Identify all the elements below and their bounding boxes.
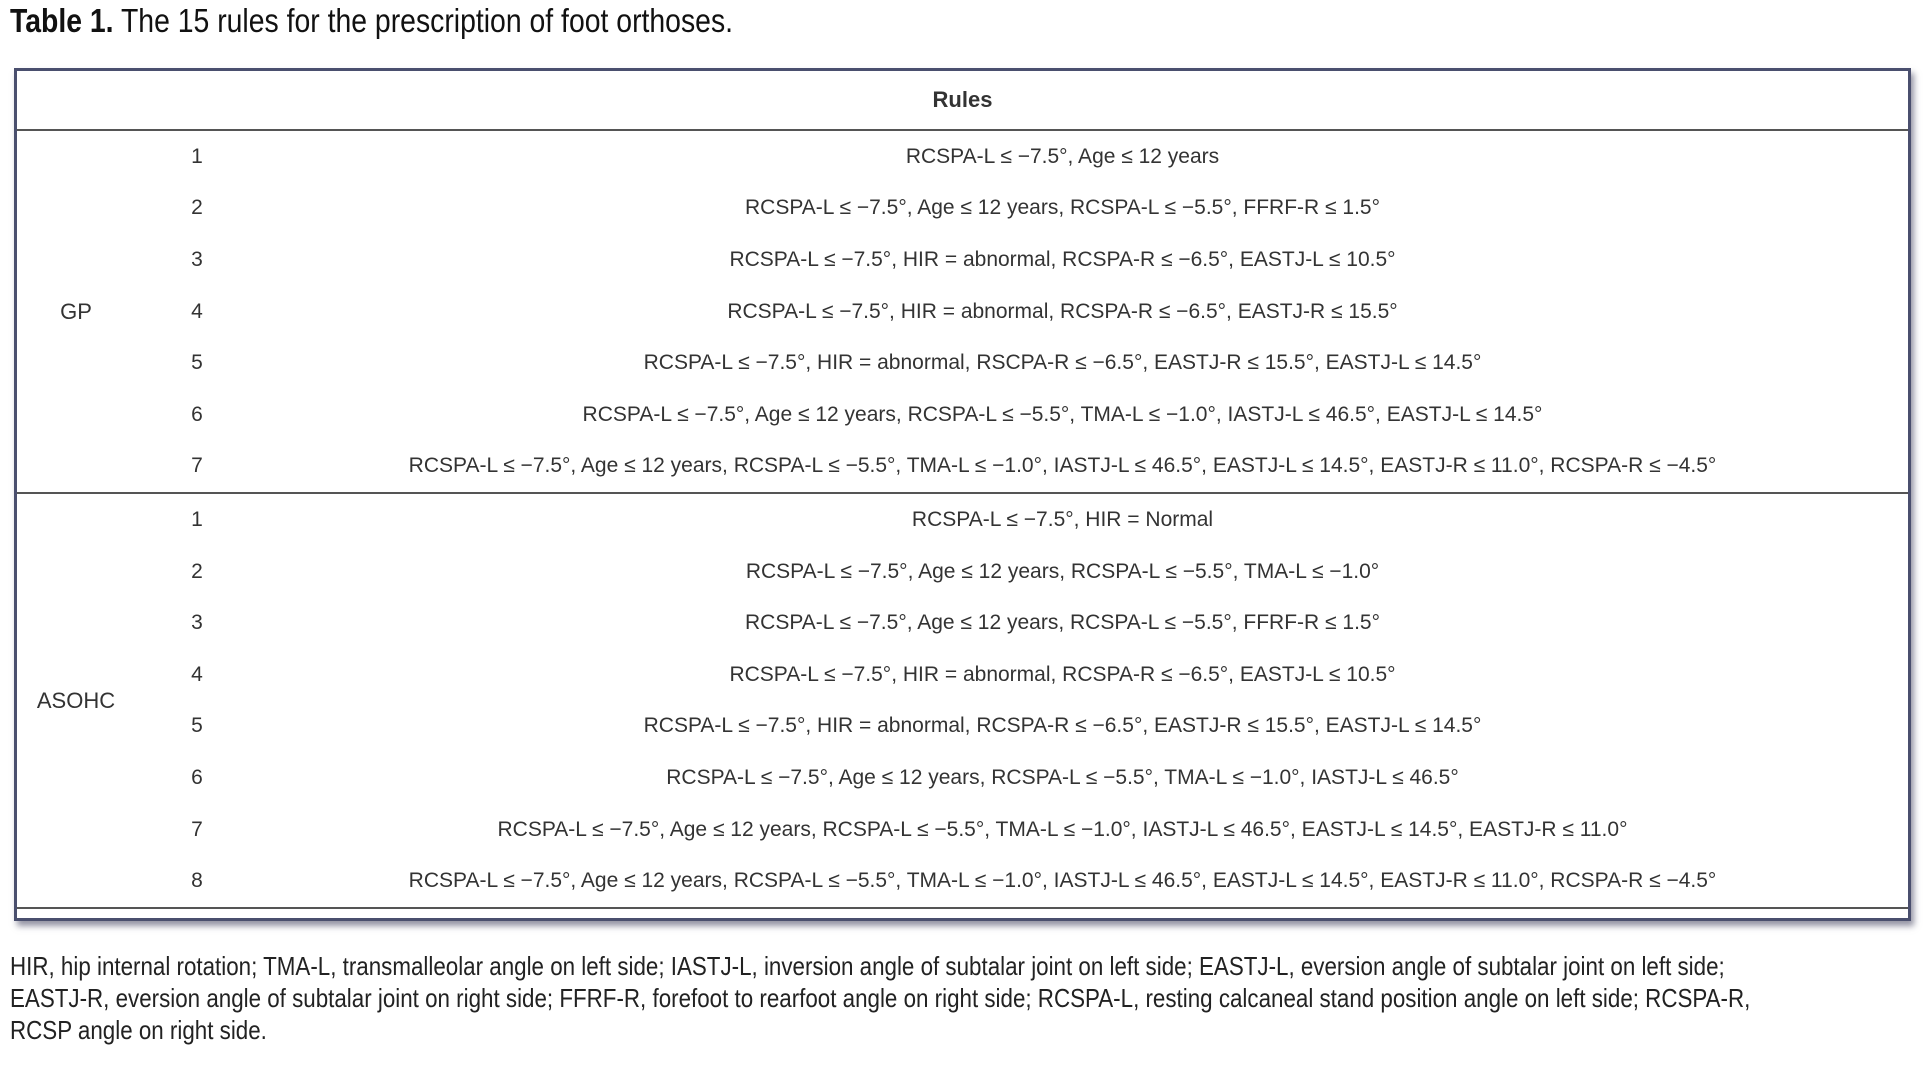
rule-text: RCSPA-L ≤ −7.5°, Age ≤ 12 years, RCSPA-L ≤ −5.5°, FFRF-R ≤ 1.5° — [744, 196, 1380, 220]
table-row — [17, 752, 1908, 804]
table-row — [17, 441, 1908, 493]
table-row — [17, 183, 1908, 235]
table-row — [17, 701, 1908, 753]
rule-number: 1 — [191, 507, 203, 531]
group-asohc — [17, 494, 1908, 909]
table-row — [17, 804, 1908, 856]
rule-text: RCSPA-L ≤ −7.5°, HIR = abnormal, RCSPA-R ≤ −6.5°, EASTJ-L ≤ 10.5° — [729, 247, 1396, 271]
group-label: ASOHC — [36, 687, 116, 713]
table-row — [17, 389, 1908, 441]
rule-text: RCSPA-L ≤ −7.5°, Age ≤ 12 years, RCSPA-L ≤ −5.5°, TMA-L ≤ −1.0°, IASTJ-L ≤ 46.5°, EASTJ-L ≤ 14.5°, EASTJ-R ≤ 11.0°, RCSPA-R ≤ −4.5° — [408, 454, 1717, 478]
table-row — [17, 855, 1908, 907]
rule-text: RCSPA-L ≤ −7.5°, HIR = abnormal, RCSPA-R ≤ −6.5°, EASTJ-R ≤ 15.5° — [727, 299, 1398, 323]
rule-text: RCSPA-L ≤ −7.5°, Age ≤ 12 years, RCSPA-L ≤ −5.5°, TMA-L ≤ −1.0°, IASTJ-L ≤ 46.5°, EASTJ-L ≤ 14.5°, EASTJ-R ≤ 11.0° — [497, 817, 1628, 841]
rule-number: 1 — [191, 144, 203, 168]
rule-text: RCSPA-L ≤ −7.5°, Age ≤ 12 years, RCSPA-L ≤ −5.5°, FFRF-R ≤ 1.5° — [744, 611, 1380, 635]
rule-number: 5 — [191, 351, 203, 375]
table-header: Rules — [17, 71, 1908, 131]
table-row — [17, 286, 1908, 338]
rule-text: RCSPA-L ≤ −7.5°, Age ≤ 12 years — [905, 144, 1220, 168]
table-row — [17, 494, 1908, 546]
rule-number: 2 — [191, 559, 203, 583]
table-row — [17, 649, 1908, 701]
rule-text: RCSPA-L ≤ −7.5°, HIR = abnormal, RCSPA-R ≤ −6.5°, EASTJ-L ≤ 10.5° — [729, 662, 1396, 686]
rule-number: 4 — [191, 662, 203, 686]
rule-text: RCSPA-L ≤ −7.5°, HIR = abnormal, RCSPA-R ≤ −6.5°, EASTJ-R ≤ 15.5°, EASTJ-L ≤ 14.5° — [643, 714, 1482, 738]
caption-text: The 15 rules for the prescription of foot orthoses. — [113, 2, 734, 39]
rule-number: 8 — [191, 869, 203, 893]
rule-number: 7 — [191, 817, 203, 841]
rule-text: RCSPA-L ≤ −7.5°, HIR = abnormal, RSCPA-R ≤ −6.5°, EASTJ-R ≤ 15.5°, EASTJ-L ≤ 14.5° — [643, 351, 1482, 375]
table-row — [17, 234, 1908, 286]
rule-number: 5 — [191, 714, 203, 738]
table-row — [17, 131, 1908, 183]
rule-number: 3 — [191, 247, 203, 271]
caption-label: Table 1. — [10, 2, 114, 39]
group-label: GP — [60, 298, 92, 324]
rule-text: RCSPA-L ≤ −7.5°, Age ≤ 12 years, RCSPA-L ≤ −5.5°, TMA-L ≤ −1.0° — [745, 559, 1380, 583]
rule-number: 6 — [191, 402, 203, 426]
rule-text: RCSPA-L ≤ −7.5°, HIR = Normal — [911, 507, 1214, 531]
group-gp — [17, 131, 1908, 494]
rule-text: RCSPA-L ≤ −7.5°, Age ≤ 12 years, RCSPA-L ≤ −5.5°, TMA-L ≤ −1.0°, IASTJ-L ≤ 46.5°, EASTJ-L ≤ 14.5°, EASTJ-R ≤ 11.0°, RCSPA-R ≤ −4.5° — [408, 869, 1717, 893]
footnote-line: RCSP angle on right side. — [10, 1015, 267, 1045]
rule-text: RCSPA-L ≤ −7.5°, Age ≤ 12 years, RCSPA-L ≤ −5.5°, TMA-L ≤ −1.0°, IASTJ-L ≤ 46.5°, EASTJ-L ≤ 14.5° — [582, 402, 1543, 426]
rule-number: 2 — [191, 196, 203, 220]
footnote-line: HIR, hip internal rotation; TMA-L, transmalleolar angle on left side; IASTJ-L, inversion angle of subtalar joint on left side; EASTJ-L, eversion angle of subtalar joint on left side; — [10, 951, 1725, 981]
table-row — [17, 597, 1908, 649]
rule-number: 7 — [191, 454, 203, 478]
table-row — [17, 337, 1908, 389]
rules-table — [14, 68, 1911, 921]
table-row — [17, 546, 1908, 598]
rule-number: 3 — [191, 611, 203, 635]
footnote-line: EASTJ-R, eversion angle of subtalar joint on right side; FFRF-R, forefoot to rearfoot angle on right side; RCSPA-L, resting calcaneal stand position angle on left side; RCSPA-R, — [10, 983, 1751, 1013]
rule-text: RCSPA-L ≤ −7.5°, Age ≤ 12 years, RCSPA-L ≤ −5.5°, TMA-L ≤ −1.0°, IASTJ-L ≤ 46.5° — [666, 765, 1459, 789]
rule-number: 6 — [191, 765, 203, 789]
table-caption — [10, 2, 733, 40]
rule-number: 4 — [191, 299, 203, 323]
table-footnote — [10, 950, 1902, 1046]
